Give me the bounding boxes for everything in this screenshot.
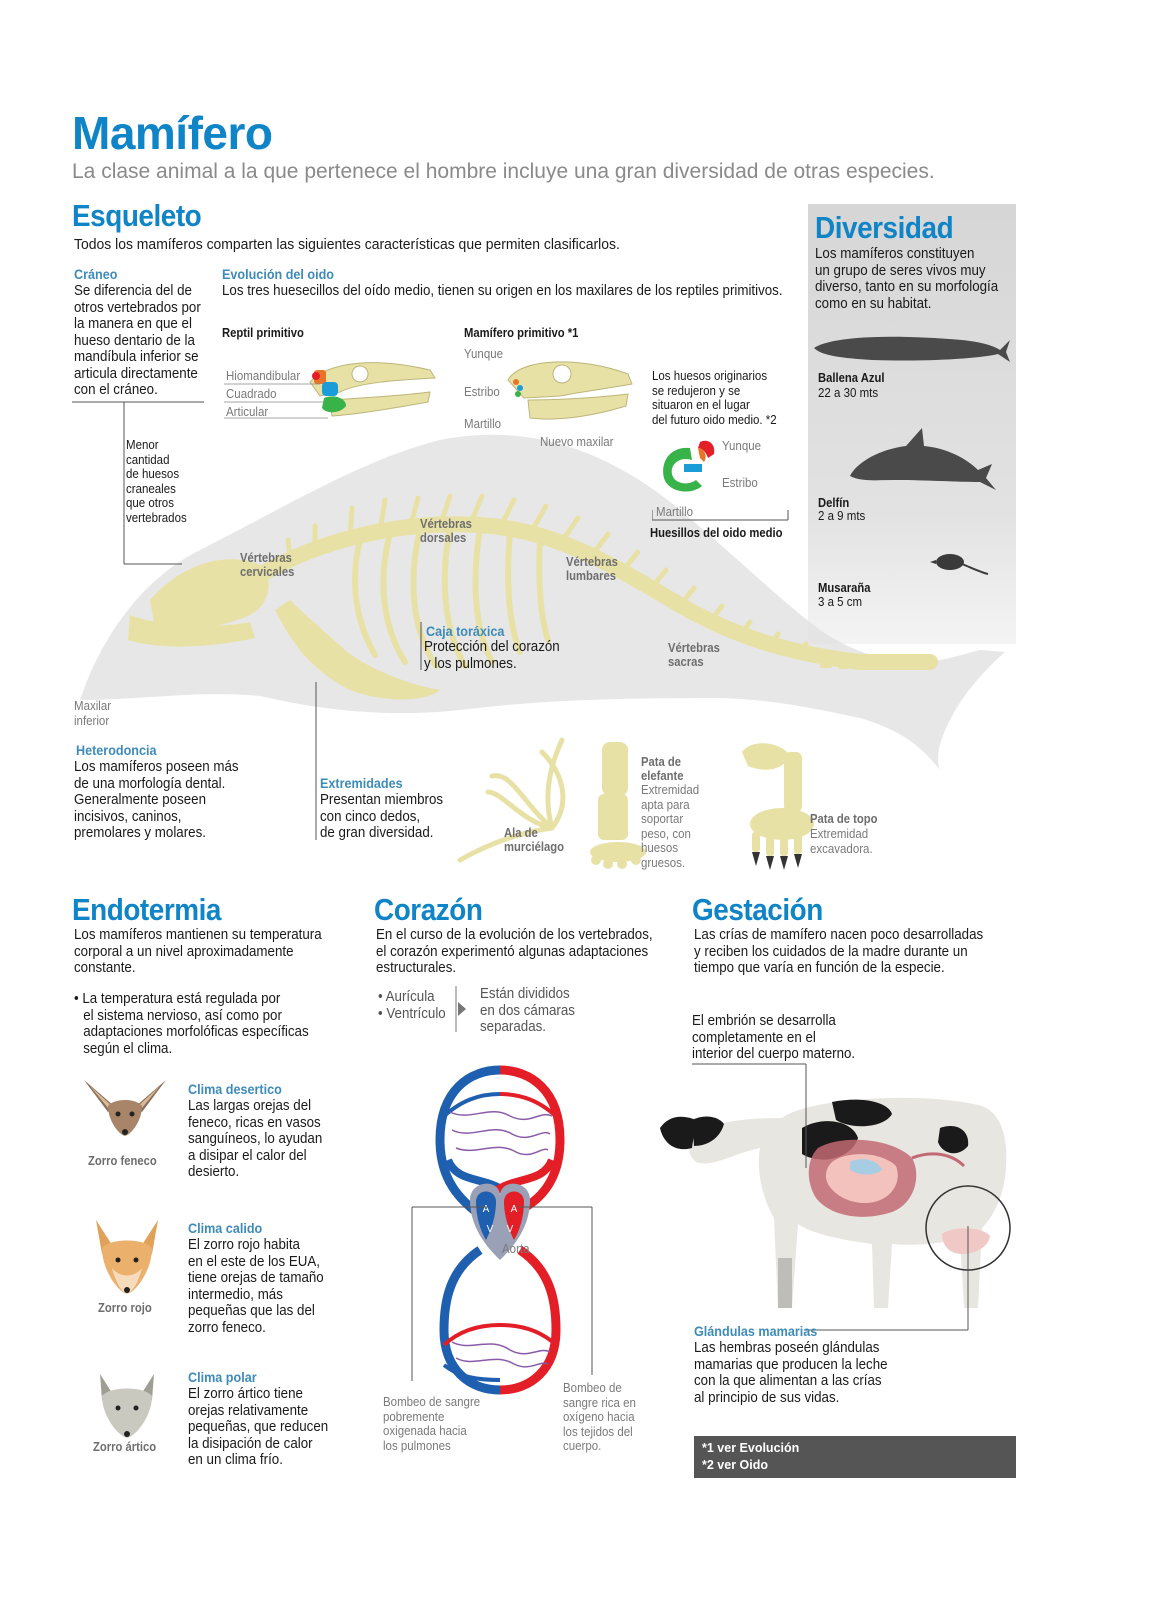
heart-divided: Están divididos en dos cámaras separadas. — [480, 986, 575, 1035]
hiomandibular-label: Hiomandibular — [226, 369, 301, 383]
ossicles-title: Huesillos del oido medio — [650, 526, 783, 540]
left-ventricle-letter: V — [486, 1224, 494, 1235]
mole-title: Pata de topo — [810, 812, 878, 826]
footnote-2: *2 ver Oido — [702, 1458, 768, 1472]
elephant-title: Pata de elefante — [641, 755, 684, 783]
fennec-name: Zorro feneco — [88, 1154, 157, 1168]
heart-chambers: • Aurícula • Ventrículo — [378, 989, 446, 1022]
elephant-text: Extremidad apta para soportar peso, con huesos gruesos. — [641, 783, 700, 870]
warm-text: El zorro rojo habita en el este de los EUA, tiene orejas de tamaño intermedio, más pequeñas que las del zorro feneco. — [188, 1237, 324, 1336]
cuadrado-label: Cuadrado — [226, 387, 277, 401]
lower-jaw-label: Maxilar inferior — [74, 699, 112, 728]
cervical-label: Vértebras cervicales — [240, 551, 295, 579]
polar-text: El zorro ártico tiene orejas relativamente pequeñas, que reducen la disipación de calor en un clima frío. — [188, 1386, 329, 1468]
skeleton-lead: Todos los mamíferos comparten las siguientes características que permiten clasificarlos. — [74, 236, 620, 253]
heterodonty-heading: Heterodoncia — [76, 742, 157, 758]
fewer-bones-note: Menor cantidad de huesos craneales que otros vertebrados — [126, 438, 187, 525]
limbs-heading: Extremidades — [320, 775, 403, 791]
dolphin-name: Delfín — [818, 496, 850, 510]
mole-claws — [752, 852, 802, 870]
endothermy-lead: Los mamíferos mantienen su temperatura corporal a un nivel aproximadamente constante. — [74, 927, 322, 976]
embryo-leader — [692, 1062, 812, 1172]
aorta-label: Aorta — [502, 1242, 530, 1256]
martillo-label: Martillo — [464, 417, 502, 431]
diversity-text: Los mamíferos constituyen un grupo de seres vivos muy diverso, tanto en su morfología como en su habitat. — [815, 246, 999, 312]
gestation-title: Gestación — [692, 892, 823, 927]
blue-whale-illustration — [812, 328, 1012, 368]
mammal-skull-illustration — [500, 352, 640, 432]
footnote-1: *1 ver Evolución — [702, 1441, 800, 1455]
arctic-fox-illustration — [94, 1368, 160, 1442]
left-atrium-letter: A — [482, 1204, 490, 1215]
arctic-fox-name: Zorro ártico — [93, 1440, 157, 1454]
endothermy-title: Endotermia — [72, 892, 221, 927]
endothermy-bullet: • La temperatura está regulada por el sistema nervioso, así como por adaptaciones morfolóficas específicas según el clima. — [74, 991, 309, 1057]
ear-note: Los huesos originarios se redujeron y se situaron en el lugar del futuro oido medio. *2 — [652, 369, 777, 427]
warm-heading: Clima calido — [188, 1220, 263, 1236]
ribcage-text: Protección del corazón y los pulmones. — [424, 639, 560, 672]
fennec-fox-illustration — [80, 1076, 170, 1140]
ossicle-martillo: Martillo — [656, 505, 694, 519]
glands-heading: Glándulas mamarias — [694, 1323, 818, 1339]
ossicle-yunque: Yunque — [722, 439, 762, 453]
ossicles-illustration — [650, 434, 730, 504]
dolphin-size: 2 a 9 mts — [818, 509, 866, 523]
articular-label: Articular — [226, 405, 269, 419]
estribo-label: Estribo — [464, 385, 500, 399]
ribcage-leader — [420, 622, 424, 672]
mole-paw-bones — [742, 743, 814, 856]
ossicle-estribo: Estribo — [722, 476, 758, 490]
page-subtitle: La clase animal a la que pertenece el hombre incluye una gran diversidad de otras especies. — [72, 160, 935, 183]
sacral-label: Vértebras sacras — [668, 641, 720, 669]
glands-text: Las hembras poseén glándulas mamarias que producen la leche con la que alimentan a las crías al principio de sus vidas. — [694, 1340, 888, 1406]
ear-heading: Evolución del oido — [222, 266, 335, 282]
elephant-leg-bones — [590, 742, 646, 869]
yunque-label: Yunque — [464, 347, 504, 361]
whale-size: 22 a 30 mts — [818, 386, 879, 400]
whale-name: Ballena Azul — [818, 371, 885, 385]
new-jaw-label: Nuevo maxilar — [540, 435, 614, 449]
mammal-label: Mamífero primitivo *1 — [464, 326, 579, 340]
lung-capillaries — [450, 1112, 552, 1155]
shrew-name: Musaraña — [818, 581, 871, 595]
embryo-text: El embrión se desarrolla completamente en el interior del cuerpo materno. — [692, 1013, 856, 1062]
left-pump-text: Bombeo de sangre pobremente oxigenada hacia los pulmones — [383, 1395, 481, 1453]
polar-heading: Clima polar — [188, 1369, 257, 1385]
right-pump-text: Bombeo de sangre rica en oxígeno hacia los tejidos del cuerpo. — [563, 1381, 636, 1453]
heart-title: Corazón — [374, 892, 483, 927]
reptile-leader-lines — [224, 380, 334, 420]
heterodonty-text: Los mamíferos poseen más de una morfología dental. Generalmente poseen incisivos, caninos, premolares y molares. — [74, 759, 239, 841]
gestation-lead: Las crías de mamífero nacen poco desarrolladas y reciben los cuidados de la madre durante un tiempo que varía en función de la especie. — [694, 927, 984, 976]
skull-description: Se diferencia del de otros vertebrados por la manera en que el hueso dentario de la mandíbula inferior se articula directamente con el cráneo. — [74, 283, 201, 398]
footnotes-box — [694, 1436, 1016, 1478]
desert-text: Las largas orejas del feneco, ricas en vasos sanguíneos, lo ayudan a disipar el calor del desierto. — [188, 1098, 323, 1180]
desert-heading: Clima desertico — [188, 1081, 282, 1097]
right-ventricle-letter: V — [506, 1224, 514, 1235]
right-atrium-letter: A — [510, 1204, 518, 1215]
dorsal-label: Vértebras dorsales — [420, 517, 472, 545]
ear-text: Los tres huesecillos del oído medio, tienen su origen en los maxilares de los reptiles primitivos. — [222, 283, 783, 299]
red-fox-illustration — [92, 1218, 162, 1298]
mole-text: Extremidad excavadora. — [810, 827, 873, 856]
diversity-title: Diversidad — [815, 210, 954, 245]
skull-heading: Cráneo — [74, 266, 118, 282]
chambers-bracket — [452, 984, 472, 1034]
page-title: Mamífero — [72, 107, 273, 159]
bat-label: Ala de murciélago — [504, 826, 565, 854]
shrew-illustration — [930, 548, 990, 578]
reptile-label: Reptil primitivo — [222, 326, 304, 340]
ossicles-bracket — [652, 508, 792, 522]
ribcage-heading: Caja toráxica — [426, 623, 505, 639]
lumbar-label: Vértebras lumbares — [566, 555, 618, 583]
skeleton-title: Esqueleto — [72, 198, 202, 233]
dolphin-illustration — [846, 424, 996, 494]
glands-leader — [804, 1226, 974, 1336]
shrew-size: 3 a 5 cm — [818, 595, 863, 609]
red-fox-name: Zorro rojo — [98, 1301, 152, 1315]
limbs-text: Presentan miembros con cinco dedos, de gran diversidad. — [320, 792, 444, 841]
pump-leader-lines — [408, 1205, 598, 1385]
heart-lead: En el curso de la evolución de los vertebrados, el corazón experimentó algunas adaptaciones estructurales. — [376, 927, 653, 976]
